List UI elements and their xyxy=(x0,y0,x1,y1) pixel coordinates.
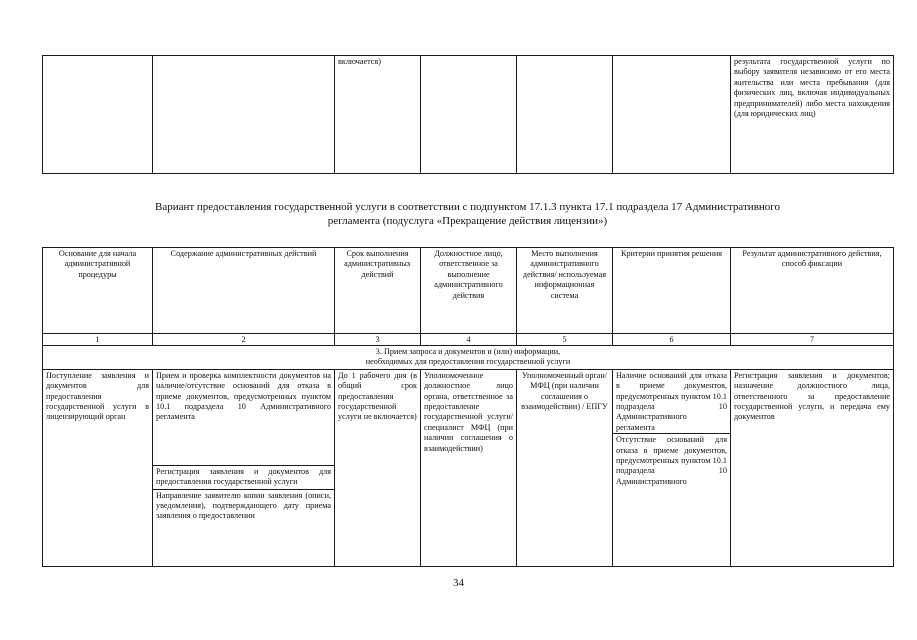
procedure-table xyxy=(42,247,894,567)
page-number: 34 xyxy=(453,577,464,589)
column-number: 2 xyxy=(153,334,335,346)
column-number: 5 xyxy=(517,334,613,346)
action-item: Регистрация заявления и документов для предоставления государственной услуги xyxy=(153,465,334,489)
cont-cell-2 xyxy=(153,56,335,174)
term-cell: До 1 рабочего дня (в общий срок предоставления государственной услуги не включается) xyxy=(335,369,421,566)
section-heading xyxy=(43,346,894,370)
header-row xyxy=(43,248,894,334)
column-number-row xyxy=(43,334,894,346)
column-number: 4 xyxy=(421,334,517,346)
header-cell-1: Основание для начала административной процедуры xyxy=(43,248,153,334)
cont-cell-6 xyxy=(613,56,731,174)
criteria-item: Наличие оснований для отказа в приеме документов, предусмотренных пунктом 10.1 подраздела 10 Административного регламента xyxy=(616,370,727,432)
header-cell-6: Критерии принятия решения xyxy=(613,248,731,334)
header-cell-5: Место выполнения административного действия/ используемая информационная система xyxy=(517,248,613,334)
result-cell: Регистрация заявления и документов; назначение должностного лица, ответственного за предоставление государственной услуги, и передача ему документов xyxy=(731,369,894,566)
place-cell: Уполномоченный орган/ МФЦ (при наличии соглашения о взаимодействии) / ЕПГУ xyxy=(517,369,613,566)
column-number: 6 xyxy=(613,334,731,346)
cont-cell-7: результата государственной услуги по выбору заявителя независимо от его места жительства или места пребывания (для физических лиц, включая индивидуальных предпринимателей) либо места нахождения (для юридических лиц) xyxy=(731,56,894,174)
column-number: 3 xyxy=(335,334,421,346)
caption-line-2: регламента (подуслуга «Прекращение действия лицензии») xyxy=(327,214,608,227)
header-cell-4: Должностное лицо, ответственное за выполнение административного действия xyxy=(421,248,517,334)
criteria-cell xyxy=(613,369,731,566)
table-row xyxy=(43,369,894,566)
cont-cell-5 xyxy=(517,56,613,174)
cont-cell-4 xyxy=(421,56,517,174)
actions-cell xyxy=(153,369,335,566)
action-item: Направление заявителю копии заявления (описи, уведомления), подтверждающего дату приема заявления о предоставлении xyxy=(153,489,334,523)
column-number: 1 xyxy=(43,334,153,346)
caption-line-1: Вариант предоставления государственной услуги в соответствии с подпунктом 17.1.3 пункта 17.1 подраздела 17 Административного xyxy=(154,201,781,213)
criteria-item: Отсутствие оснований для отказа в приеме документов, предусмотренных пунктом 10.1 подраздела 10 Административного xyxy=(613,433,730,488)
section-heading-line-2: необходимых для предоставления государственной услуги xyxy=(365,357,571,367)
basis-cell: Поступление заявления и документов для предоставления государственной услуги в лицензирующий орган xyxy=(43,369,153,566)
header-cell-3: Срок выполнения административных действий xyxy=(335,248,421,334)
variant-caption xyxy=(60,201,875,228)
action-item: Прием и проверка комплектности документов на наличие/отсутствие оснований для отказа в приеме документов, предусмотренных пунктом 10.1 подраздела 10 Административного регламента xyxy=(156,370,331,422)
official-cell: Уполномоченное должностное лицо органа, ответственное за предоставление государственной услуги/специалист МФЦ (при наличии соглашения о взаимодействии) xyxy=(421,369,517,566)
column-number: 7 xyxy=(731,334,894,346)
cont-cell-1 xyxy=(43,56,153,174)
header-cell-7: Результат административного действия, способ фиксации xyxy=(731,248,894,334)
section-heading-line-1: 3. Прием запроса и документов и (или) информации, xyxy=(375,347,561,356)
header-cell-2: Содержание административных действий xyxy=(153,248,335,334)
cont-cell-3: включается) xyxy=(335,56,421,174)
continued-table xyxy=(42,55,894,174)
section-heading-row xyxy=(43,346,894,370)
